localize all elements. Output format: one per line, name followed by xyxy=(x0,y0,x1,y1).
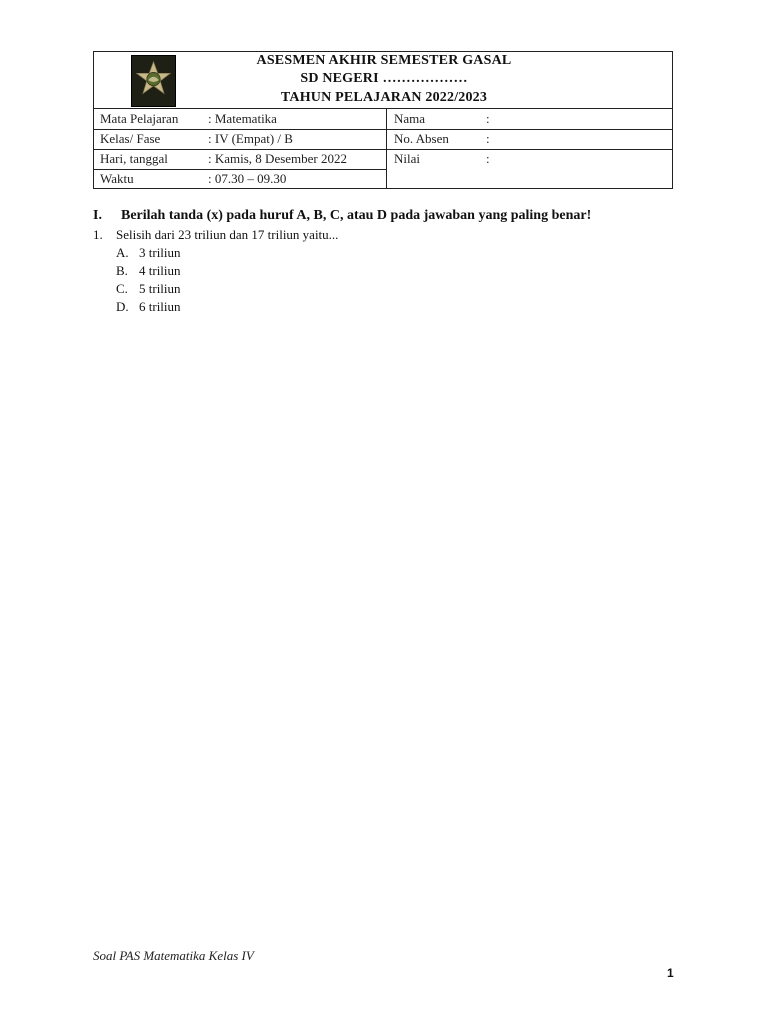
option-text: 6 triliun xyxy=(139,299,181,314)
option-letter: A. xyxy=(116,245,129,260)
section-number: I. xyxy=(93,208,102,223)
option-c[interactable] xyxy=(116,281,181,297)
score-colon: : xyxy=(486,151,490,166)
option-b[interactable] xyxy=(116,263,181,279)
score-label: Nilai xyxy=(394,151,420,166)
option-letter: B. xyxy=(116,263,128,278)
option-letter: D. xyxy=(116,299,129,314)
row-divider xyxy=(94,149,672,150)
class-label: Kelas/ Fase xyxy=(100,131,161,146)
exam-header xyxy=(93,51,673,109)
section-instruction xyxy=(93,208,591,224)
row-divider xyxy=(94,129,672,130)
option-letter: C. xyxy=(116,281,128,296)
exam-info-table xyxy=(93,109,673,189)
date-label: Hari, tanggal xyxy=(100,151,168,166)
instruction-text: Berilah tanda (x) pada huruf A, B, C, atau D pada jawaban yang paling benar! xyxy=(121,208,592,223)
footer-caption: Soal PAS Matematika Kelas IV xyxy=(93,948,254,963)
date-value: : Kamis, 8 Desember 2022 xyxy=(208,151,348,166)
absen-colon: : xyxy=(486,131,490,146)
academic-year: TAHUN PELAJARAN 2022/2023 xyxy=(280,90,488,105)
option-text: 3 triliun xyxy=(139,245,181,260)
class-value: : IV (Empat) / B xyxy=(208,131,293,146)
option-text: 5 triliun xyxy=(139,281,181,296)
option-text: 4 triliun xyxy=(139,263,181,278)
question-1 xyxy=(93,227,338,243)
time-label: Waktu xyxy=(100,171,134,186)
option-a[interactable] xyxy=(116,245,181,261)
question-number: 1. xyxy=(93,227,103,242)
option-d[interactable] xyxy=(116,299,181,315)
question-text: Selisih dari 23 triliun dan 17 triliun yaitu... xyxy=(116,227,339,242)
time-value: : 07.30 – 09.30 xyxy=(208,171,287,186)
exam-title: ASESMEN AKHIR SEMESTER GASAL xyxy=(256,53,512,68)
name-label: Nama xyxy=(394,111,426,126)
subject-value: : Matematika xyxy=(208,111,277,126)
school-name: SD NEGERI ……………… xyxy=(300,71,468,86)
subject-label: Mata Pelajaran xyxy=(100,111,179,126)
row-divider xyxy=(94,169,386,170)
page-number: 1 xyxy=(667,966,674,980)
name-colon: : xyxy=(486,111,490,126)
absen-label: No. Absen xyxy=(394,131,449,146)
